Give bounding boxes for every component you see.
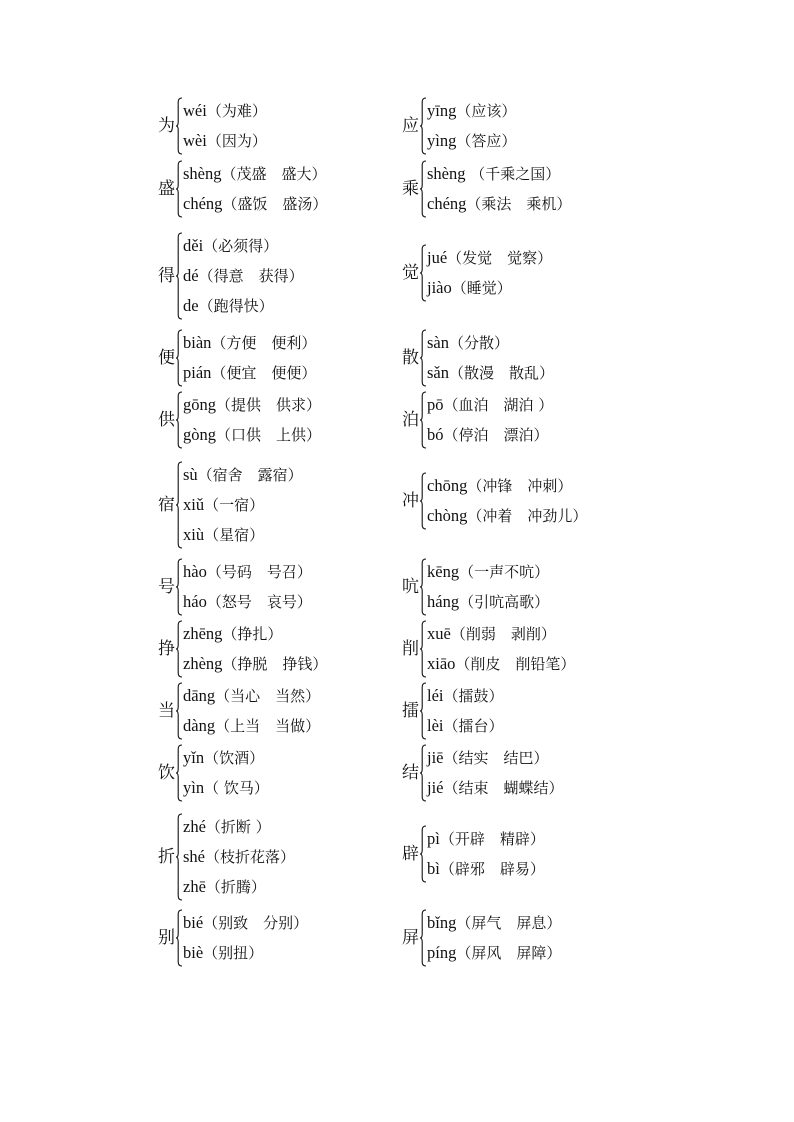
- example-words: （一宿）: [204, 496, 265, 514]
- example-words: （盛饭 盛汤）: [222, 195, 328, 213]
- example-words: （血泊 湖泊 ）: [443, 396, 554, 414]
- polyphone-character: 辟: [402, 844, 419, 864]
- polyphone-character: 乘: [402, 179, 419, 199]
- example-words: （结实 结巴）: [443, 749, 549, 767]
- pinyin: lèi: [427, 716, 444, 735]
- polyphone-entry: [402, 824, 662, 884]
- polyphone-entry: [402, 96, 662, 156]
- pinyin: jiào: [427, 278, 452, 297]
- example-words: （削弱 剥削）: [450, 625, 556, 643]
- polyphone-entry: [402, 328, 662, 388]
- brace-icon: [420, 743, 426, 803]
- pinyin: léi: [427, 686, 444, 705]
- reading-line: [427, 328, 554, 358]
- reading-line: [183, 842, 295, 872]
- example-words: （号码 号召）: [206, 563, 312, 581]
- pinyin: dàng: [183, 716, 216, 735]
- example-words: （饮酒）: [204, 749, 265, 767]
- brace-icon: [176, 812, 182, 902]
- reading-line: [427, 773, 564, 803]
- reading-line: [427, 126, 516, 156]
- example-words: （分散）: [449, 334, 510, 352]
- pinyin: wéi: [183, 101, 207, 120]
- polyphone-character: 泊: [402, 410, 419, 430]
- brace-icon: [420, 619, 426, 679]
- polyphone-character: 号: [158, 577, 175, 597]
- example-words: （应该）: [456, 102, 517, 120]
- polyphone-character: 别: [158, 928, 175, 948]
- reading-line: [183, 490, 303, 520]
- example-words: （挣扎）: [222, 625, 283, 643]
- pinyin: shèng: [183, 164, 222, 183]
- polyphone-entry: [158, 328, 398, 388]
- example-words: （提供 供求）: [216, 396, 322, 414]
- pinyin: shé: [183, 847, 205, 866]
- brace-icon: [176, 681, 182, 741]
- pinyin: háo: [183, 592, 207, 611]
- example-words: （星宿）: [204, 526, 265, 544]
- brace-icon: [176, 743, 182, 803]
- reading-line: [183, 231, 304, 261]
- polyphone-entry: [402, 681, 662, 741]
- example-words: （结束 蝴蝶结）: [443, 779, 564, 797]
- polyphone-entry: [402, 557, 662, 617]
- polyphone-entry: [158, 812, 398, 902]
- example-words: （别扭）: [203, 944, 264, 962]
- polyphone-character: 擂: [402, 701, 419, 721]
- pinyin: zhèng: [183, 654, 223, 673]
- polyphone-character: 散: [402, 348, 419, 368]
- polyphone-character: 为: [158, 116, 175, 136]
- brace-icon: [176, 96, 182, 156]
- example-words: （一声不吭）: [459, 563, 550, 581]
- brace-icon: [420, 159, 426, 219]
- example-words: （发觉 觉察）: [447, 249, 553, 267]
- reading-line: [427, 358, 554, 388]
- polyphone-entry: [158, 460, 398, 550]
- pinyin: jié: [427, 778, 444, 797]
- pinyin: chéng: [427, 194, 467, 213]
- example-words: （跑得快）: [198, 297, 274, 315]
- polyphone-entry: [402, 390, 662, 450]
- reading-line: [183, 619, 327, 649]
- reading-line: [183, 872, 295, 902]
- pinyin: dāng: [183, 686, 216, 705]
- brace-icon: [176, 619, 182, 679]
- reading-line: [183, 189, 327, 219]
- reading-line: [183, 587, 312, 617]
- pinyin: biàn: [183, 333, 212, 352]
- reading-line: [427, 824, 545, 854]
- brace-icon: [420, 824, 426, 884]
- example-words: （停泊 漂泊）: [443, 426, 549, 444]
- polyphone-character: 供: [158, 410, 175, 430]
- brace-icon: [176, 231, 182, 321]
- example-words: （折断 ）: [205, 818, 271, 836]
- brace-icon: [420, 96, 426, 156]
- pinyin: xuē: [427, 624, 451, 643]
- brace-icon: [176, 328, 182, 388]
- polyphone-character: 结: [402, 763, 419, 783]
- brace-icon: [420, 390, 426, 450]
- polyphone-character: 挣: [158, 639, 175, 659]
- reading-line: [183, 557, 312, 587]
- pinyin: sù: [183, 465, 198, 484]
- polyphone-entry: [402, 619, 662, 679]
- reading-line: [427, 619, 575, 649]
- polyphone-character: 盛: [158, 179, 175, 199]
- example-words: （挣脱 挣钱）: [222, 655, 328, 673]
- example-words: （屏风 屏障）: [456, 944, 562, 962]
- brace-icon: [176, 390, 182, 450]
- pinyin: zhē: [183, 877, 206, 896]
- example-words: （上当 当做）: [215, 717, 321, 735]
- pinyin: háng: [427, 592, 460, 611]
- reading-line: [427, 390, 553, 420]
- pinyin: zhé: [183, 817, 206, 836]
- reading-line: [427, 681, 504, 711]
- polyphone-entry: [158, 96, 398, 156]
- pinyin: xiù: [183, 525, 205, 544]
- example-words: （当心 当然）: [215, 687, 321, 705]
- reading-line: [183, 261, 304, 291]
- example-words: （为难）: [206, 102, 267, 120]
- pinyin: bǐng: [427, 913, 457, 932]
- pinyin: bié: [183, 913, 204, 932]
- reading-line: [427, 420, 553, 450]
- pinyin: wèi: [183, 131, 207, 150]
- reading-line: [427, 743, 564, 773]
- polyphone-character: 当: [158, 701, 175, 721]
- example-words: （引吭高歌）: [459, 593, 550, 611]
- pinyin: bó: [427, 425, 444, 444]
- reading-line: [427, 908, 561, 938]
- pinyin: yìng: [427, 131, 457, 150]
- example-words: （冲着 冲劲儿）: [467, 507, 588, 525]
- example-words: （答应）: [456, 132, 517, 150]
- example-words: （折腾）: [205, 878, 266, 896]
- example-words: （开辟 精辟）: [439, 830, 545, 848]
- example-words: （千乘之国）: [465, 165, 561, 183]
- polyphone-entry: [158, 681, 398, 741]
- reading-line: [183, 291, 304, 321]
- brace-icon: [420, 328, 426, 388]
- reading-line: [183, 328, 316, 358]
- example-words: （辟邪 辟易）: [439, 860, 545, 878]
- polyphone-entry: [402, 743, 662, 803]
- polyphone-entry: [402, 908, 662, 968]
- pinyin: pì: [427, 829, 440, 848]
- example-words: （ 饮马）: [204, 779, 269, 797]
- pinyin: děi: [183, 236, 204, 255]
- reading-line: [183, 358, 316, 388]
- brace-icon: [420, 681, 426, 741]
- example-words: （削皮 削铅笔）: [455, 655, 576, 673]
- polyphone-entry: [158, 619, 398, 679]
- pinyin: sàn: [427, 333, 449, 352]
- reading-line: [427, 273, 552, 303]
- reading-line: [183, 159, 327, 189]
- reading-line: [183, 460, 303, 490]
- polyphone-character: 觉: [402, 263, 419, 283]
- reading-line: [183, 390, 321, 420]
- pinyin: píng: [427, 943, 457, 962]
- polyphone-character: 便: [158, 348, 175, 368]
- pinyin: gōng: [183, 395, 216, 414]
- polyphone-character: 削: [402, 639, 419, 659]
- reading-line: [183, 96, 267, 126]
- reading-line: [427, 243, 552, 273]
- example-words: （因为）: [206, 132, 267, 150]
- reading-line: [183, 126, 267, 156]
- example-words: （茂盛 盛大）: [221, 165, 327, 183]
- brace-icon: [176, 557, 182, 617]
- polyphone-entry: [402, 471, 662, 531]
- reading-line: [183, 711, 320, 741]
- brace-icon: [176, 460, 182, 550]
- pinyin: hào: [183, 562, 207, 581]
- polyphone-character: 折: [158, 847, 175, 867]
- pinyin: xiāo: [427, 654, 456, 673]
- polyphone-character: 应: [402, 116, 419, 136]
- pinyin: jiē: [427, 748, 444, 767]
- pinyin: pō: [427, 395, 444, 414]
- example-words: （口供 上供）: [216, 426, 322, 444]
- pinyin: yìn: [183, 778, 205, 797]
- reading-line: [427, 471, 587, 501]
- reading-line: [427, 159, 571, 189]
- reading-line: [427, 587, 549, 617]
- example-words: （冲锋 冲刺）: [467, 477, 573, 495]
- reading-line: [427, 938, 561, 968]
- pinyin: gòng: [183, 425, 216, 444]
- pinyin: yīng: [427, 101, 457, 120]
- example-words: （便宜 便便）: [211, 364, 317, 382]
- pinyin: yǐn: [183, 748, 205, 767]
- reading-line: [183, 908, 308, 938]
- polyphone-character: 饮: [158, 763, 175, 783]
- example-words: （乘法 乘机）: [466, 195, 572, 213]
- reading-line: [183, 938, 308, 968]
- reading-line: [183, 812, 295, 842]
- polyphone-character: 屏: [402, 928, 419, 948]
- example-words: （怒号 哀号）: [206, 593, 312, 611]
- polyphone-entry: [158, 557, 398, 617]
- polyphone-character: 冲: [402, 491, 419, 511]
- pinyin: biè: [183, 943, 204, 962]
- pinyin: dé: [183, 266, 199, 285]
- reading-line: [427, 854, 545, 884]
- polyphone-entry: [402, 159, 662, 219]
- example-words: （屏气 屏息）: [456, 914, 562, 932]
- brace-icon: [420, 557, 426, 617]
- polyphone-character: 得: [158, 266, 175, 286]
- reading-line: [427, 189, 571, 219]
- pinyin: shèng: [427, 164, 466, 183]
- reading-line: [183, 520, 303, 550]
- pinyin: zhēng: [183, 624, 223, 643]
- brace-icon: [420, 471, 426, 531]
- brace-icon: [176, 159, 182, 219]
- polyphone-entry: [158, 908, 398, 968]
- reading-line: [427, 96, 516, 126]
- example-words: （枝折花落）: [205, 848, 296, 866]
- reading-line: [427, 711, 504, 741]
- reading-line: [183, 420, 321, 450]
- reading-line: [427, 501, 587, 531]
- reading-line: [183, 649, 327, 679]
- brace-icon: [176, 908, 182, 968]
- example-words: （擂鼓）: [443, 687, 504, 705]
- polyphone-entry: [158, 390, 398, 450]
- pinyin: chōng: [427, 476, 468, 495]
- pinyin: chéng: [183, 194, 223, 213]
- polyphone-entry: [158, 743, 398, 803]
- pinyin: xiǔ: [183, 495, 205, 514]
- pinyin: pián: [183, 363, 212, 382]
- pinyin: sǎn: [427, 363, 449, 382]
- polyphone-character: 吭: [402, 577, 419, 597]
- reading-line: [427, 649, 575, 679]
- example-words: （宿舍 露宿）: [197, 466, 303, 484]
- pinyin: bì: [427, 859, 440, 878]
- example-words: （散漫 散乱）: [449, 364, 555, 382]
- example-words: （别致 分别）: [203, 914, 309, 932]
- reading-line: [427, 557, 549, 587]
- example-words: （方便 便利）: [211, 334, 317, 352]
- polyphone-entry: [402, 243, 662, 303]
- pinyin: de: [183, 296, 199, 315]
- pinyin: kēng: [427, 562, 460, 581]
- polyphone-character: 宿: [158, 495, 175, 515]
- example-words: （必须得）: [203, 237, 279, 255]
- example-words: （睡觉）: [451, 279, 512, 297]
- example-words: （得意 获得）: [198, 267, 304, 285]
- polyphone-entry: [158, 231, 398, 321]
- reading-line: [183, 773, 269, 803]
- reading-line: [183, 743, 269, 773]
- reading-line: [183, 681, 320, 711]
- polyphone-entry: [158, 159, 398, 219]
- example-words: （擂台）: [443, 717, 504, 735]
- brace-icon: [420, 243, 426, 303]
- pinyin: jué: [427, 248, 448, 267]
- brace-icon: [420, 908, 426, 968]
- pinyin: chòng: [427, 506, 468, 525]
